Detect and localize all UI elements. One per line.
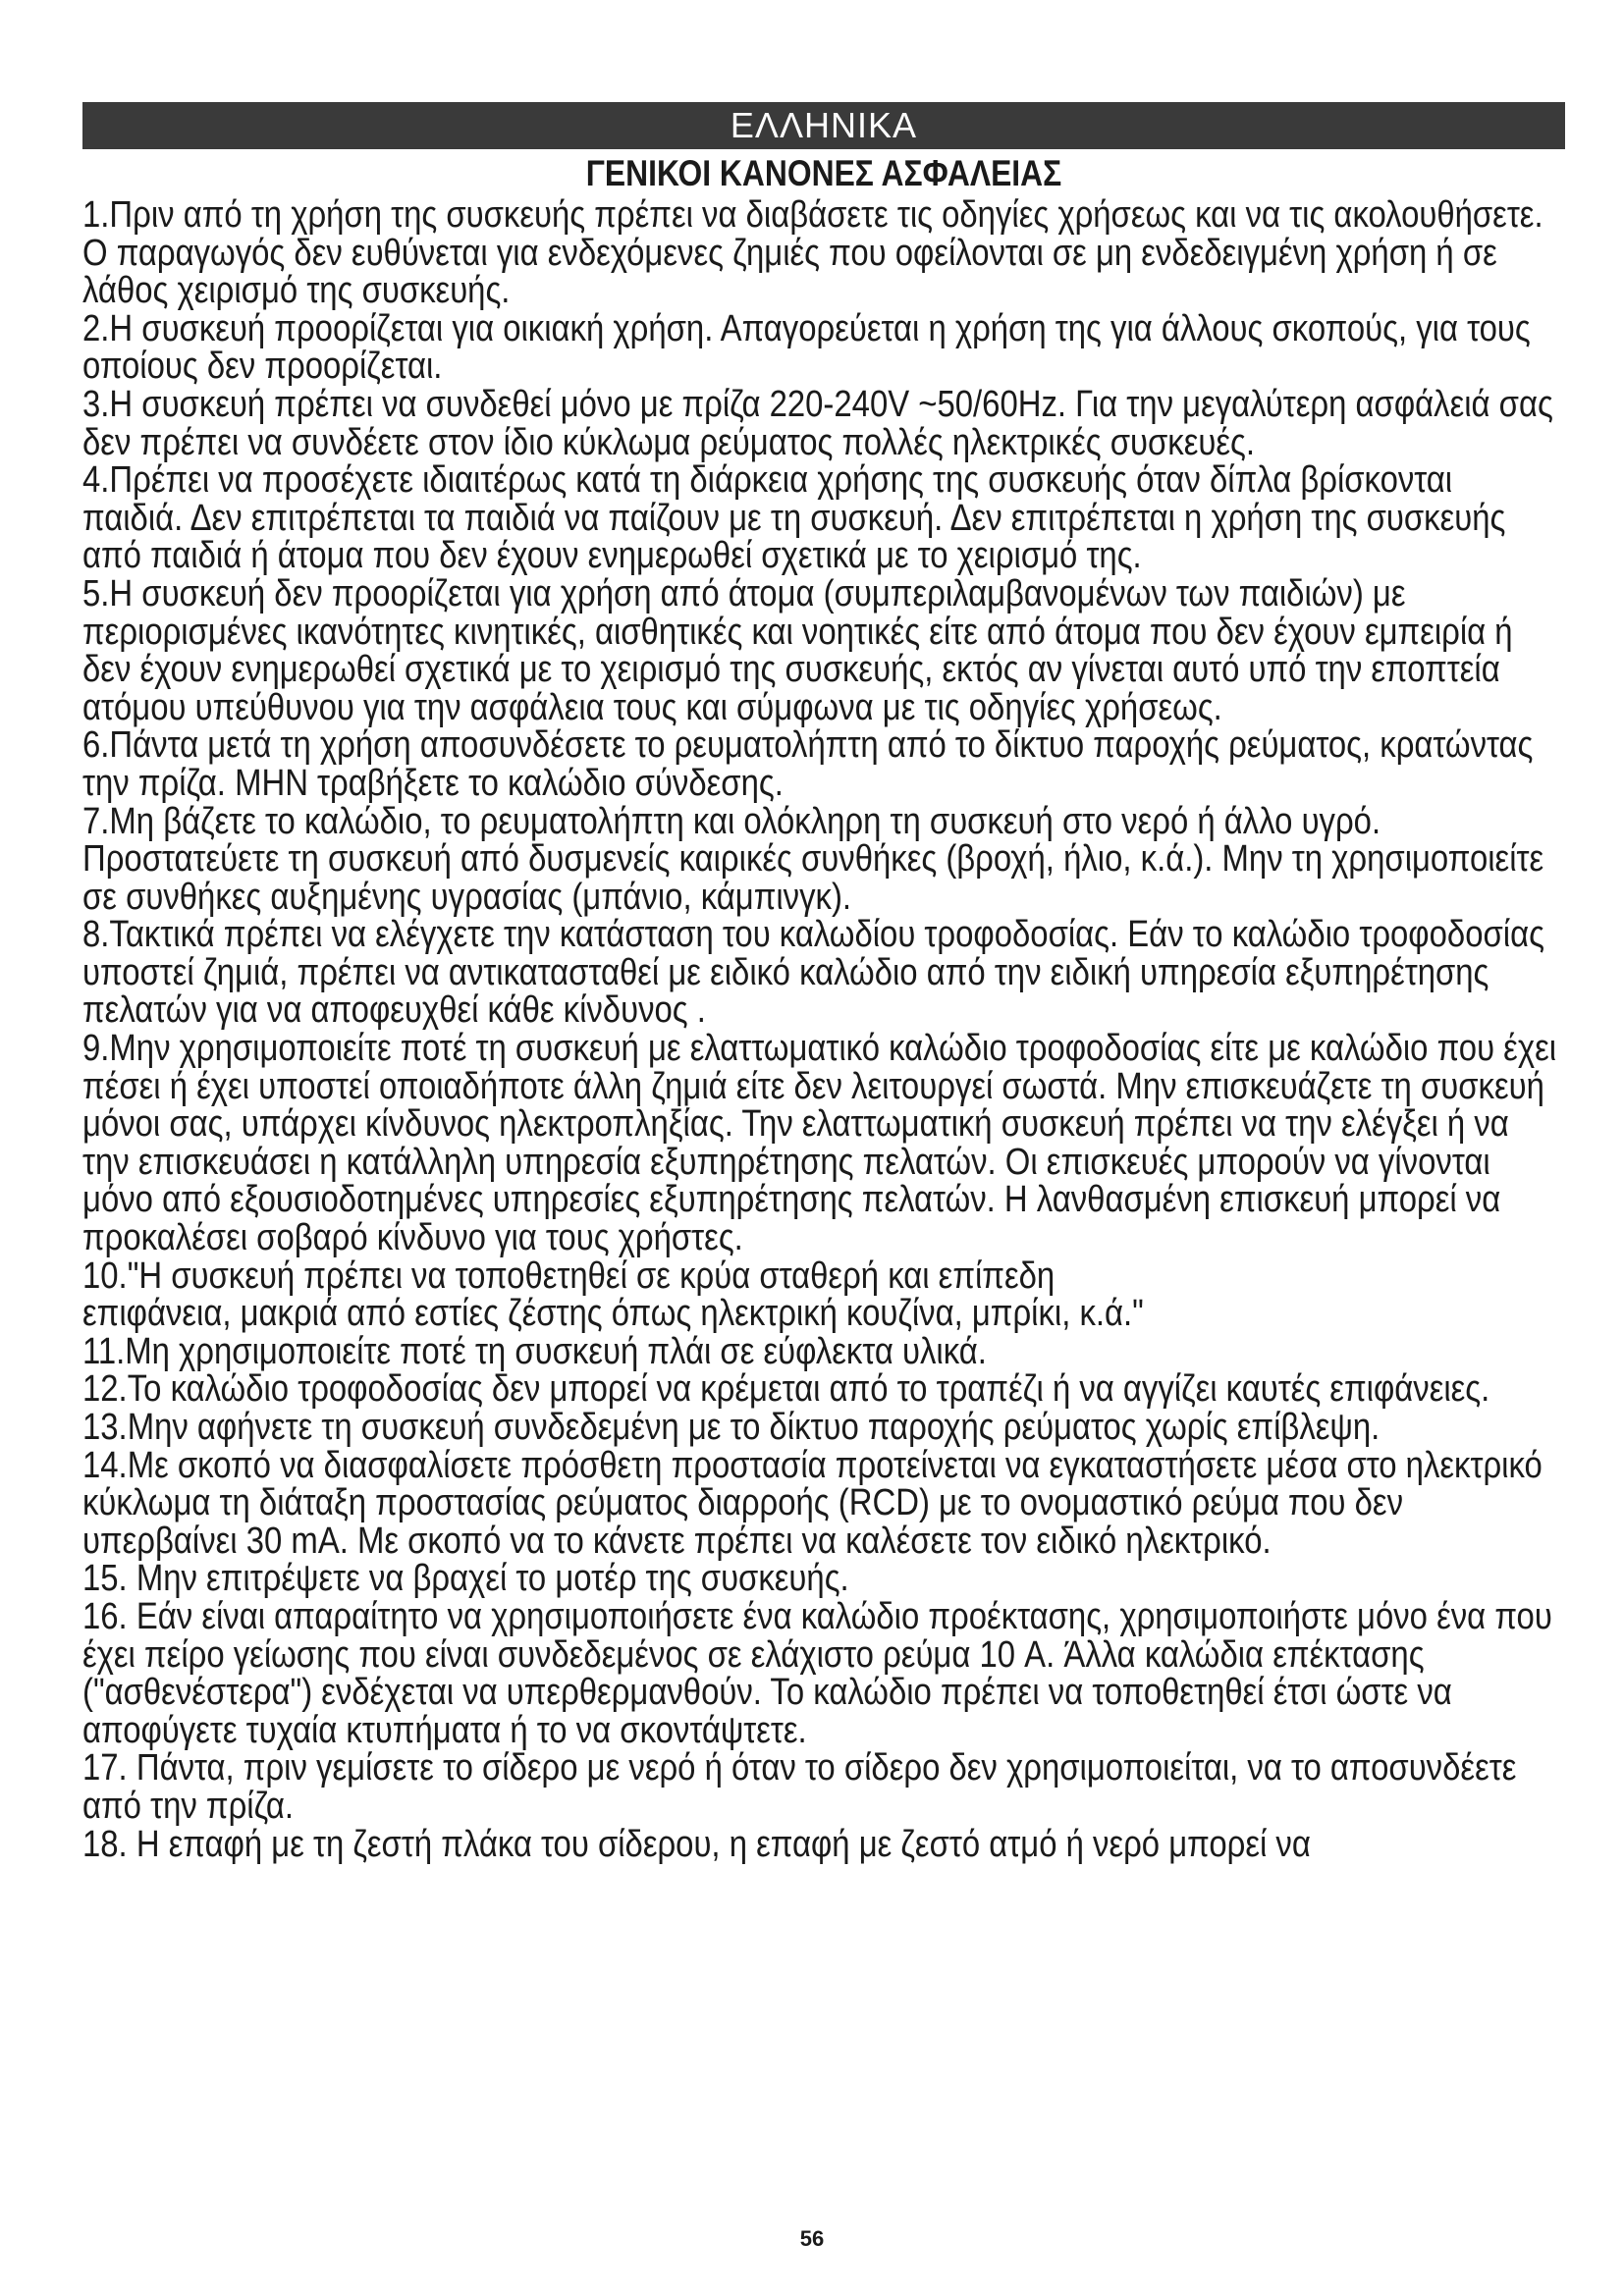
section-title: ΓΕΝΙΚΟΙ ΚΑΝΟΝΕΣ ΑΣΦΑΛΕΙΑΣ xyxy=(585,153,1062,193)
rule-4: 4.Πρέπει να προσέχετε ιδιαιτέρως κατά τη διάρκεια χρήσης της συσκευής όταν δίπλα βρίσκονται παιδιά. Δεν επιτρέπεται τα παιδιά να παίζουν με τη συσκευή. Δεν επιτρέπεται η χρήση της συσκευής από παιδιά ή άτομα που δεν έχουν ενημερωθεί σχετικά με το χειρισμό της. xyxy=(82,459,1506,577)
rule-10: 10."Η συσκευή πρέπει να τοποθετηθεί σε κρύα σταθερή και επίπεδη xyxy=(82,1255,1056,1297)
rule-13: 13.Μην αφήνετε τη συσκευή συνδεδεμένη με το δίκτυο παροχής ρεύματος χωρίς επίβλεψη. xyxy=(82,1407,1380,1448)
rule-9: 9.Μην χρησιμοποιείτε ποτέ τη συσκευή με ελαττωματικό καλώδιο τροφοδοσίας είτε με καλώδιο που έχει πέσει ή έχει υποστεί οποιαδήποτε άλλη ζημιά είτε δεν λειτουργεί σωστά. Μην επισκευάζετε τη συσκευή μόνοι σας, υπάρχει κίνδυνος ηλεκτροπληξίας. Την ελαττωματική συσκευή πρέπει να την ελέγξει ή να την επισκευάσει η κατάλληλη υπηρεσία εξυπηρέτησης πελατών. Οι επισκευές μπορούν να γίνονται μόνο από εξουσιοδοτημένες υπηρεσίες εξυπηρέτησης πελατών. Η λανθασμένη επισκευή μπορεί να προκαλέσει σοβαρό κίνδυνο για τους χρήστες. xyxy=(82,1028,1557,1259)
rule-1: 1.Πριν από τη χρήση της συσκευής πρέπει να διαβάσετε τις οδηγίες χρήσεως και να τις ακολουθήσετε. Ο παραγωγός δεν ευθύνεται για ενδεχόμενες ζημιές που οφείλονται σε μη ενδεδειγμένη χρήση ή σε λάθος χειρισμό της συσκευής. xyxy=(82,194,1543,312)
rule-2: 2.Η συσκευή προορίζεται για οικιακή χρήση. Απαγορεύεται η χρήση της για άλλους σκοπούς, για τους οποίους δεν προορίζεται. xyxy=(82,307,1531,388)
page-number: 56 xyxy=(799,2226,825,2251)
rule-15: 15. Μην επιτρέψετε να βραχεί το μοτέρ της συσκευής. xyxy=(82,1558,849,1600)
rule-7: 7.Μη βάζετε το καλώδιο, το ρευματολήπτη και ολόκληρη τη συσκευή στο νερό ή άλλο υγρό. Προστατεύετε τη συσκευή από δυσμενείς καιρικές συνθήκες (βροχή, ήλιο, κ.ά.). Μην τη χρησιμοποιείτε σε συνθήκες αυξημένης υγρασίας (μπάνιο, κάμπινγκ). xyxy=(82,800,1544,918)
rule-10-continued: επιφάνεια, μακριά από εστίες ζέστης όπως ηλεκτρική κουζίνα, μπρίκι, κ.ά." xyxy=(82,1293,1144,1335)
rule-16: 16. Εάν είναι απαραίτητο να χρησιμοποιήσετε ένα καλώδιο προέκτασης, χρησιμοποιήστε μόνο ένα που έχει πείρο γείωσης που είναι συνδεδεμένος σε ελάχιστο ρεύμα 10 A. Άλλα καλώδια επέκτασης ("ασθενέστερα") ενδέχεται να υπερθερμανθούν. Το καλώδιο πρέπει να τοποθετηθεί έτσι ώστε να αποφύγετε τυχαία κτυπήματα ή το να σκοντάψτετε. xyxy=(82,1595,1552,1751)
rule-8: 8.Τακτικά πρέπει να ελέγχετε την κατάσταση του καλωδίου τροφοδοσίας. Εάν το καλώδιο τροφοδοσίας υποστεί ζημιά, πρέπει να αντικατασταθεί με ειδικό καλώδιο από την ειδική υπηρεσία εξυπηρέτησης πελατών για να αποφευχθεί κάθε κίνδυνος . xyxy=(82,914,1544,1032)
rule-12: 12.Το καλώδιο τροφοδοσίας δεν μπορεί να κρέμεται από το τραπέζι ή να αγγίζει καυτές επιφάνειες. xyxy=(82,1368,1490,1411)
rule-6: 6.Πάντα μετά τη χρήση αποσυνδέσετε το ρευματολήπτη από το δίκτυο παροχής ρεύματος, κρατώντας την πρίζα. ΜΗΝ τραβήξετε το καλώδιο σύνδεσης. xyxy=(82,724,1534,804)
rule-11: 11.Μη χρησιμοποιείτε ποτέ τη συσκευή πλάι σε εύφλεκτα υλικά. xyxy=(82,1330,987,1372)
rule-5: 5.Η συσκευή δεν προορίζεται για χρήση από άτομα (συμπεριλαμβανομένων των παιδιών) με περιορισμένες ικανότητες κινητικές, αισθητικές και νοητικές είτε από άτομα που δεν έχουν εμπειρία ή δεν έχουν ενημερωθεί σχετικά με το χειρισμό της συσκευής, εκτός αν γίνεται αυτό υπό την εποπτεία ατόμου υπεύθυνου για την ασφάλεια τους και σύμφωνα με τις οδηγίες χρήσεως. xyxy=(82,572,1513,728)
rule-18: 18. Η επαφή με τη ζεστή πλάκα του σίδερου, η επαφή με ζεστό ατμό ή νερό μπορεί να xyxy=(82,1823,1311,1865)
manual-page xyxy=(82,102,1565,1863)
safety-rules-list xyxy=(82,196,1560,1863)
rule-3: 3.Η συσκευή πρέπει να συνδεθεί μόνο με πρίζα 220-240V ~50/60Hz. Για την μεγαλύτερη ασφάλειά σας δεν πρέπει να συνδέετε στον ίδιο κύκλωμα ρεύματος πολλές ηλεκτρικές συσκευές. xyxy=(82,383,1553,463)
rule-14: 14.Με σκοπό να διασφαλίσετε πρόσθετη προστασία προτείνεται να εγκαταστήσετε μέσα στο ηλεκτρικό κύκλωμα τη διάταξη προστασίας ρεύματος διαρροής (RCD) με το ονομαστικό ρεύμα που δεν υπερβαίνει 30 mA. Με σκοπό να το κάνετε πρέπει να καλέσετε τον ειδικό ηλεκτρικό. xyxy=(82,1444,1543,1562)
language-header-bar: ΕΛΛΗΝΙΚΑ xyxy=(82,102,1565,149)
rule-17: 17. Πάντα, πριν γεμίσετε το σίδερο με νερό ή όταν το σίδερο δεν χρησιμοποιείται, να το αποσυνδέετε από την πρίζα. xyxy=(82,1747,1517,1827)
